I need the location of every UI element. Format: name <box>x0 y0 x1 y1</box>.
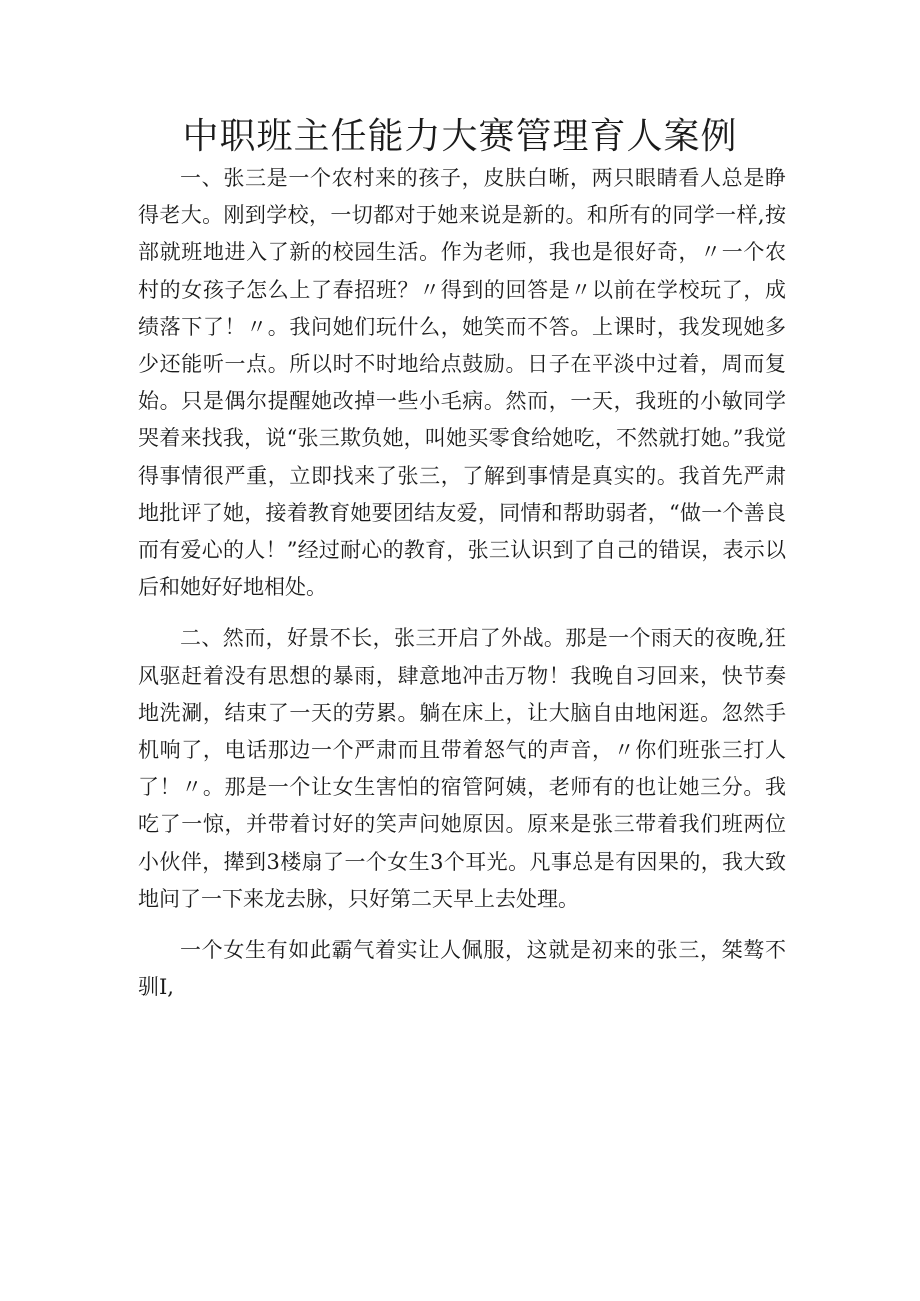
document-body <box>138 160 786 1006</box>
paragraph-3: 一个女生有如此霸气着实让人佩服，这就是初来的张三，桀骜不驯I, <box>138 938 786 1000</box>
paragraph-1: 一、张三是一个农村来的孩子，皮肤白晰，两只眼睛看人总是睁得老大。刚到学校，一切都对于她来说是新的。和所有的同学一样,按部就班地进入了新的校园生活。作为老师，我也是很好奇，〃一个农村的女孩子怎么上了春招班？〃得到的回答是〃以前在学校玩了，成绩落下了！〃。我问她们玩什么，她笑而不答。上课时，我发现她多少还能听一点。所以时不时地给点鼓励。日子在平淡中过着，周而复始。只是偶尔提醒她改掉一些小毛病。然而，一天，我班的小敏同学哭着来找我，说“张三欺负她，叫她买零食给她吃，不然就打她。”我觉得事情很严重，立即找来了张三，了解到事情是真实的。我首先严肃地批评了她，接着教育她要团结友爱，同情和帮助弱者，“做一个善良而有爱心的人！”经过耐心的教育，张三认识到了自己的错误，表示以后和她好好地相处。 <box>138 166 786 600</box>
paragraph-2: 二、然而，好景不长，张三开启了外战。那是一个雨天的夜晚,狂风驱赶着没有思想的暴雨，肆意地冲击万物！我晚自习回来，快节奏地洗涮，结束了一天的劳累。躺在床上，让大脑自由地闲逛。忽然手机响了，电话那边一个严肃而且带着怒气的声音，〃你们班张三打人了！〃。那是一个让女生害怕的宿管阿姨，老师有的也让她三分。我吃了一惊，并带着讨好的笑声问她原因。原来是张三带着我们班两位小伙伴，撵到3楼扇了一个女生3个耳光。凡事总是有因果的，我大致地问了一下来龙去脉，只好第二天早上去处理。 <box>138 626 786 911</box>
document-title: 中职班主任能力大赛管理育人案例 <box>182 116 738 157</box>
